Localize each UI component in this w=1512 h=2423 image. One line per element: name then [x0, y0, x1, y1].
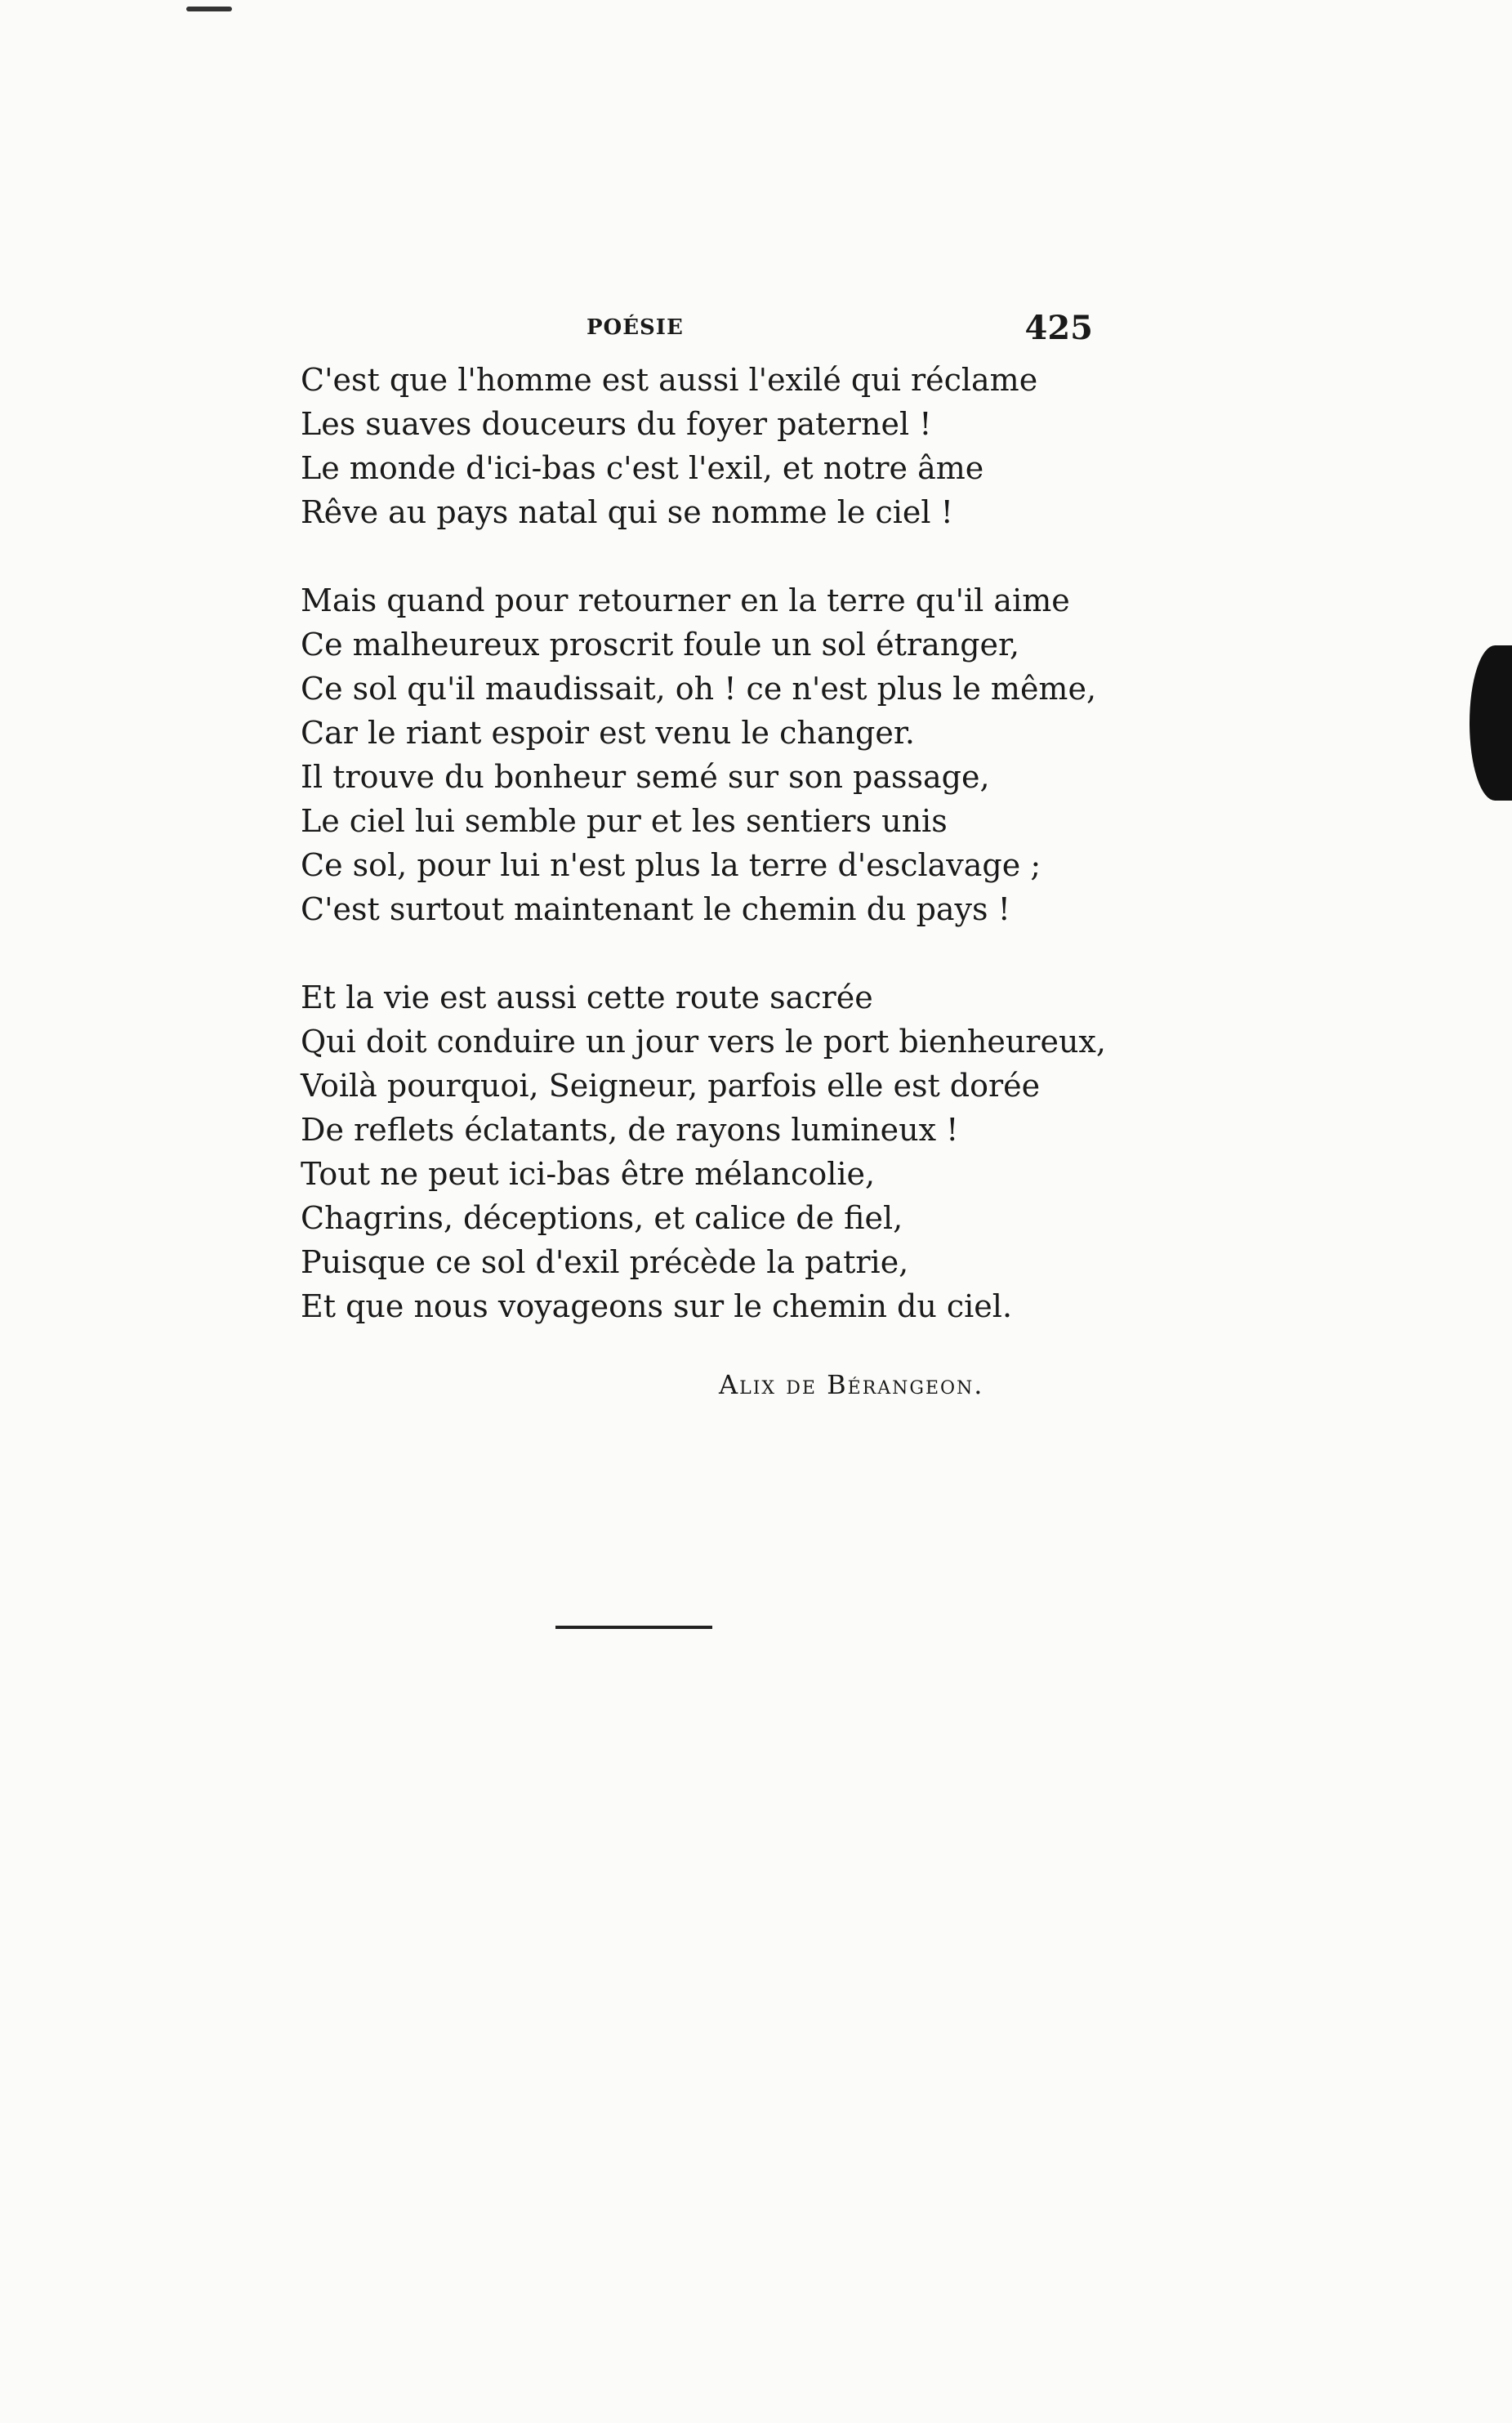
- scan-speck: [186, 7, 232, 11]
- poem-line: Et que nous voyageons sur le chemin du ciel.: [301, 1288, 1013, 1324]
- poem-line: De reflets éclatants, de rayons lumineux !: [301, 1112, 959, 1148]
- poem-line: Puisque ce sol d'exil précède la patrie,: [301, 1244, 909, 1280]
- poem-line: Rêve au pays natal qui se nomme le ciel !: [301, 494, 953, 530]
- poem-line: Et la vie est aussi cette route sacrée: [301, 979, 873, 1015]
- poem-line: Le ciel lui semble pur et les sentiers unis: [301, 803, 948, 839]
- poem-line: Car le riant espoir est venu le changer.: [301, 715, 915, 751]
- poem-line: Les suaves douceurs du foyer paternel !: [301, 406, 932, 442]
- stanza-1: [301, 358, 1117, 534]
- poem: [301, 358, 1117, 1372]
- poem-line: Voilà pourquoi, Seigneur, parfois elle est dorée: [301, 1068, 1041, 1104]
- poem-line: Tout ne peut ici-bas être mélancolie,: [301, 1156, 876, 1192]
- margin-ink-blot: [1470, 645, 1512, 801]
- poem-line: C'est que l'homme est aussi l'exilé qui réclame: [301, 362, 1038, 398]
- poem-line: Mais quand pour retourner en la terre qu'il aime: [301, 582, 1070, 618]
- poem-line: Chagrins, déceptions, et calice de fiel,: [301, 1200, 903, 1236]
- poem-line: Ce sol qu'il maudissait, oh ! ce n'est plus le même,: [301, 671, 1097, 707]
- poem-line: Ce sol, pour lui n'est plus la terre d'esclavage ;: [301, 847, 1041, 883]
- author-signature: Alix de Bérangeon.: [719, 1369, 984, 1400]
- running-title: POÉSIE: [587, 315, 684, 340]
- page-number: 425: [1024, 309, 1093, 347]
- poem-line: Il trouve du bonheur semé sur son passage,: [301, 759, 990, 795]
- running-head: [301, 309, 1093, 358]
- poem-line: C'est surtout maintenant le chemin du pays !: [301, 891, 1010, 927]
- stanza-3: [301, 975, 1117, 1328]
- stanza-2: [301, 578, 1117, 931]
- poem-line: Ce malheureux proscrit foule un sol étranger,: [301, 627, 1020, 663]
- section-divider: [555, 1626, 712, 1629]
- poem-line: Le monde d'ici-bas c'est l'exil, et notre âme: [301, 450, 984, 486]
- poem-line: Qui doit conduire un jour vers le port bienheureux,: [301, 1024, 1106, 1060]
